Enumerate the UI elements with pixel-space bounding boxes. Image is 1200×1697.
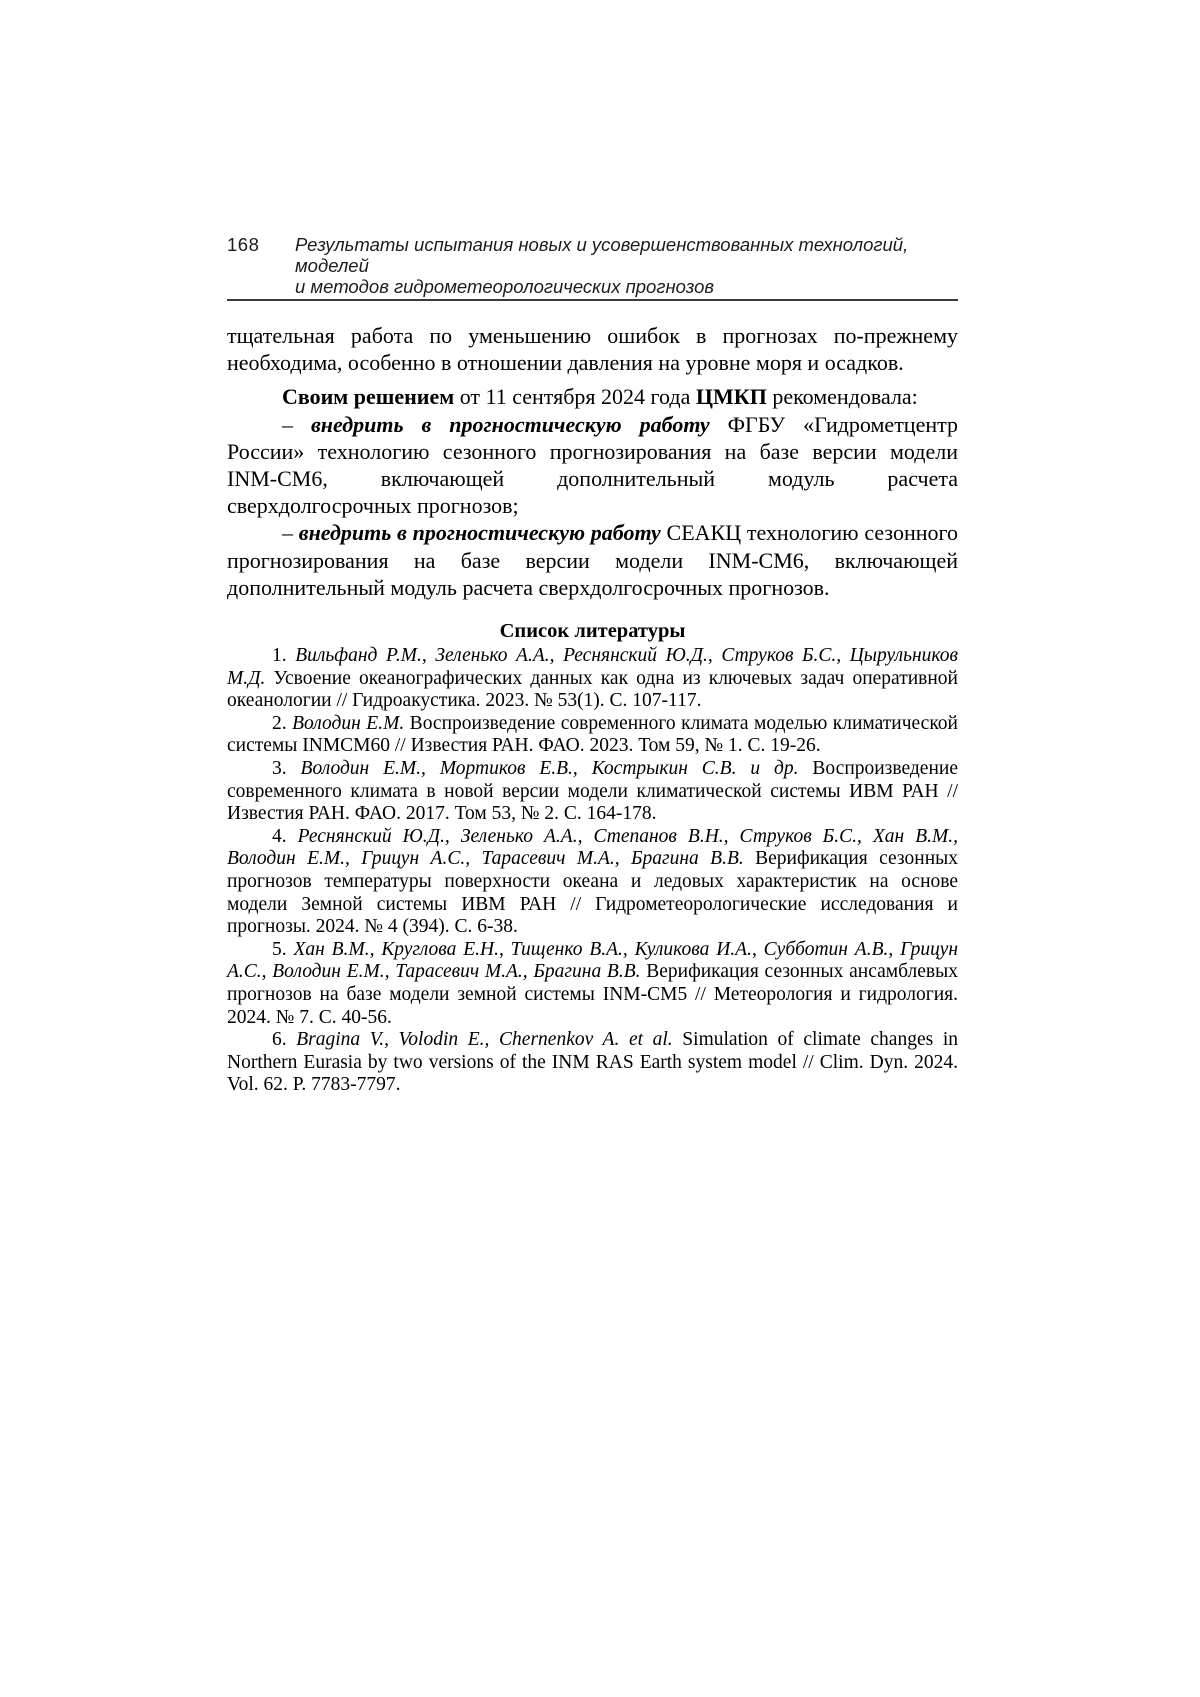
decision-text: от 11 сентября 2024 года bbox=[454, 384, 696, 410]
references-heading: Список литературы bbox=[499, 620, 686, 643]
reference-item-4 bbox=[227, 826, 958, 939]
decision-bold-org: ЦМКП bbox=[695, 384, 767, 410]
recommendation-text: СЕАКЦ технологию сезонного прогнозирования на базе версии модели INM-CM6, включающей дополнительный модуль расчета сверхдолгосрочных прогнозов. bbox=[227, 520, 959, 600]
reference-item-2 bbox=[227, 713, 958, 758]
reference-authors: Володин Е.М., Мортиков Е.В., Кострыкин С.В. и др. bbox=[300, 758, 799, 779]
reference-number: 1. bbox=[272, 645, 296, 667]
reference-text: Верификация сезонных прогнозов температуры поверхности океана и ледовых характеристик на основе модели Земной системы ИВМ РАН // Гидрометеорологические исследования и прогнозы. 2024. № 4 (394). С. 6-38. bbox=[227, 848, 958, 938]
reference-text: Воспроизведение современного климата в новой версии модели климатической системы ИВМ РАН // Известия РАН. ФАО. 2017. Том 53, № 2. С. 164-178. bbox=[227, 758, 958, 825]
recommendation-text: ФГБУ «Гидрометцентр России» технологию сезонного прогнозирования на базе версии модели INM-CM6, включающей дополнительный модуль расчета сверхдолгосрочных прогнозов; bbox=[227, 411, 959, 519]
dash: – bbox=[282, 520, 299, 546]
reference-text: Усвоение океанографических данных как одна из ключевых задач оперативной океанологии // Гидроакустика. 2023. № 53(1). С. 107-117. bbox=[227, 667, 958, 712]
reference-authors: Вильфанд Р.М., Зеленько А.А., Реснянский Ю.Д., Струков Б.С., Цырульников М.Д. bbox=[227, 645, 959, 689]
running-title bbox=[295, 234, 958, 297]
decision-paragraph bbox=[227, 383, 958, 410]
reference-text: Воспроизведение современного климата моделью климатической системы INMCM60 // Известия РАН. ФАО. 2023. Том 59, № 1. С. 19-26. bbox=[227, 712, 958, 757]
text-column bbox=[227, 234, 958, 1097]
header-rule bbox=[227, 299, 958, 301]
reference-number: 3. bbox=[272, 758, 301, 779]
reference-item-6 bbox=[227, 1029, 958, 1097]
page-number: 168 bbox=[227, 234, 260, 255]
paragraph-text: тщательная работа по уменьшению ошибок в прогнозах по-прежнему необходима, особенно в отношении давления на уровне моря и осадков. bbox=[227, 323, 958, 376]
decision-bold-lead: Своим решением bbox=[282, 384, 455, 410]
running-title-line2: и методов гидрометеорологических прогнозов bbox=[295, 276, 715, 297]
recommendation-item-1 bbox=[227, 411, 958, 520]
recommendation-emphasis: внедрить в прогностическую работу bbox=[310, 411, 710, 437]
reference-number: 4. bbox=[272, 825, 298, 847]
reference-text: Верификация сезонных ансамблевых прогнозов на базе модели земной системы INM-CM5 // Метеорология и гидрология. 2024. № 7. С. 40-56. bbox=[227, 961, 958, 1028]
reference-number: 5. bbox=[272, 938, 294, 960]
reference-authors: Хан В.М., Круглова Е.Н., Тищенко В.А., Куликова И.А., Субботин А.В., Грицун А.С., Володин Е.М., Тарасевич М.А., Брагина В.В. bbox=[227, 938, 958, 983]
dash: – bbox=[282, 411, 311, 437]
reference-number: 6. bbox=[272, 1029, 297, 1051]
reference-item-1 bbox=[227, 645, 958, 713]
recommendation-item-2 bbox=[227, 519, 958, 601]
reference-item-5 bbox=[227, 939, 958, 1029]
reference-item-3 bbox=[227, 758, 958, 826]
reference-authors: Володин Е.М. bbox=[292, 712, 405, 734]
decision-text-tail: рекомендовала: bbox=[766, 384, 918, 410]
reference-number: 2. bbox=[272, 712, 293, 734]
recommendation-emphasis: внедрить в прогностическую работу bbox=[298, 520, 661, 546]
reference-authors: Реснянский Ю.Д., Зеленько А.А., Степанов В.Н., Струков Б.С., Хан В.М., Володин Е.М., Грицун А.С., Тарасевич М.А., Брагина В.В. bbox=[227, 825, 958, 870]
reference-text: Simulation of climate changes in Northern Eurasia by two versions of the INM RAS Earth system model // Clim. Dyn. 2024. Vol. 62. P. 7783-7797. bbox=[227, 1029, 958, 1096]
reference-authors: Bragina V., Volodin E., Chernenkov A. et al. bbox=[296, 1029, 673, 1051]
running-title-line1: Результаты испытания новых и усовершенствованных технологий, моделей bbox=[295, 234, 909, 276]
body-text bbox=[227, 322, 958, 601]
references-list bbox=[227, 645, 958, 1097]
paragraph-continuation bbox=[227, 322, 958, 376]
running-header bbox=[227, 234, 958, 297]
